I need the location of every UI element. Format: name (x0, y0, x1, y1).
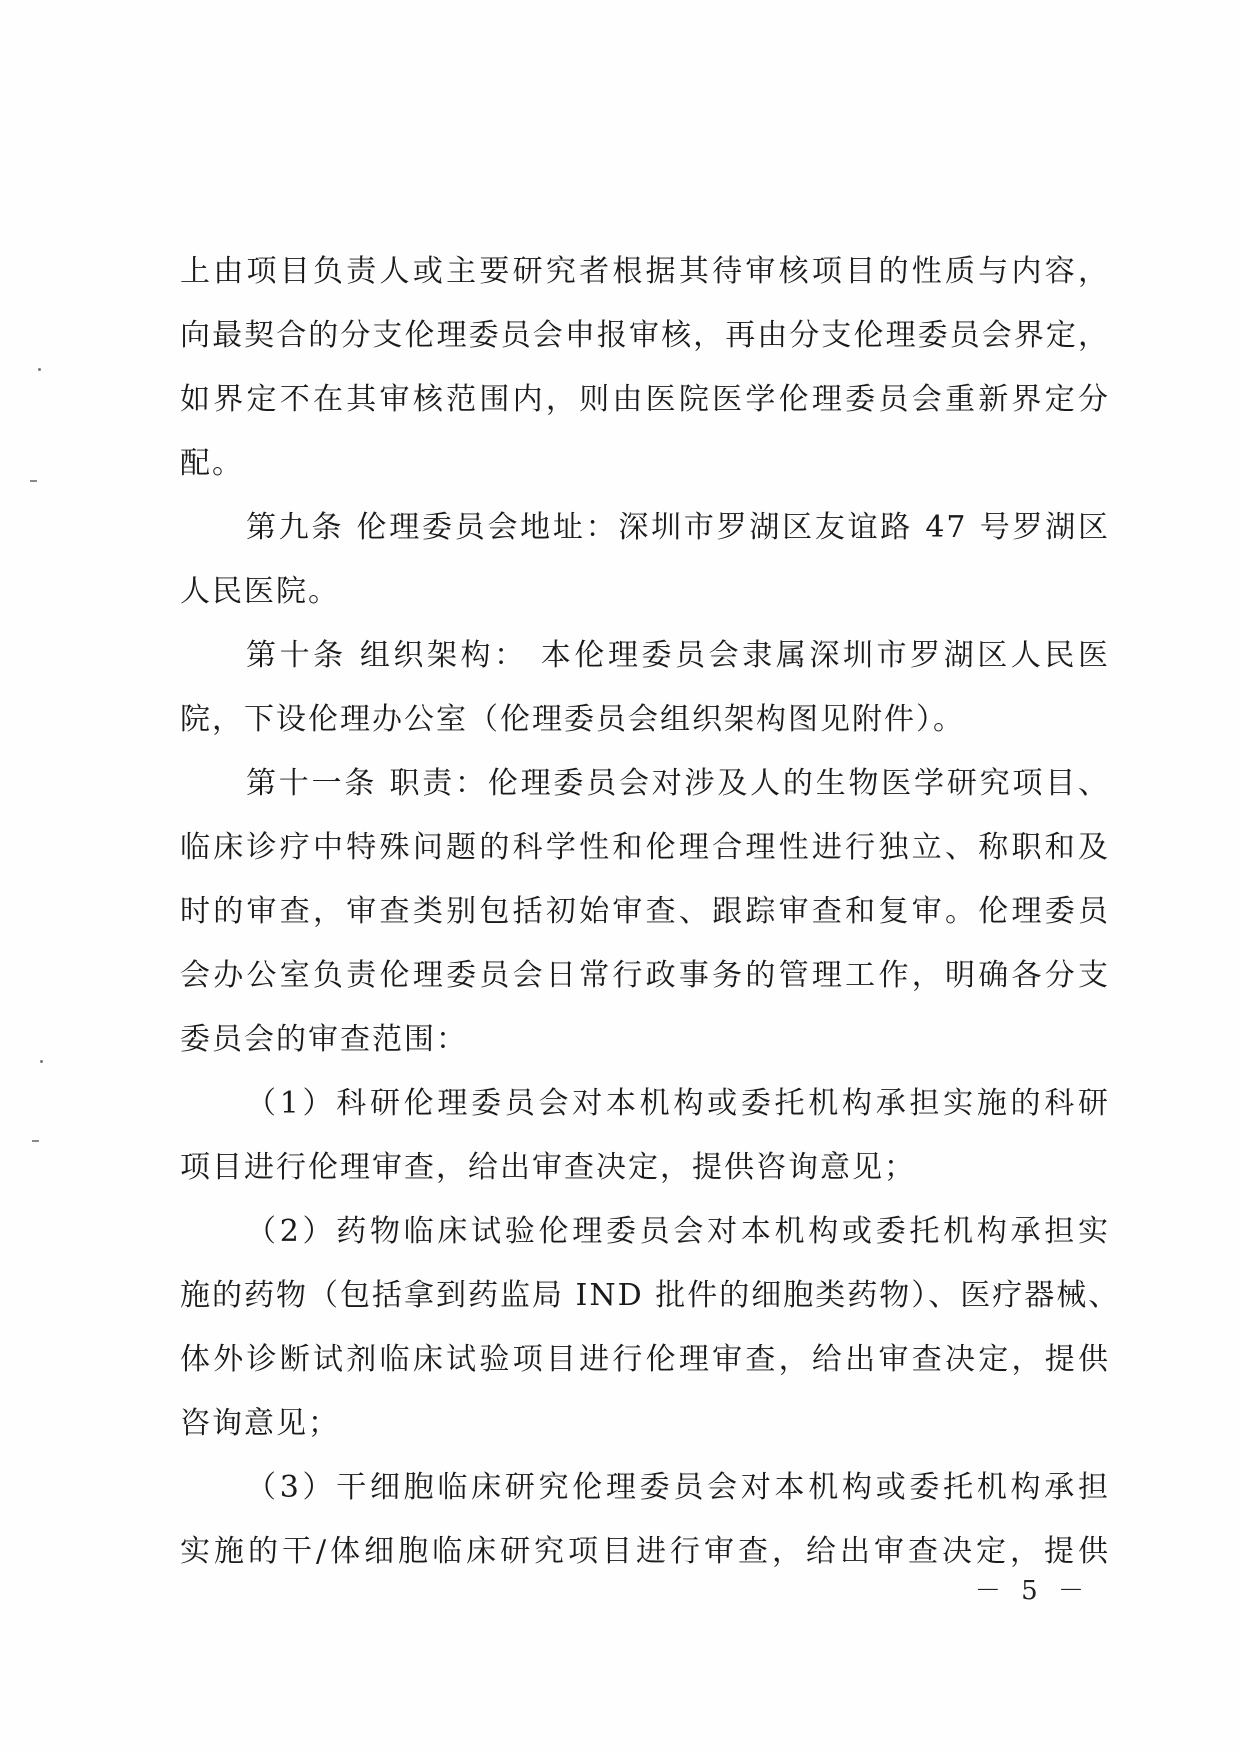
text-line: 向最契合的分支伦理委员会申报审核，再由分支伦理委员会界定， (180, 318, 1110, 353)
scan-speck (40, 1060, 43, 1063)
list-item-1-line: （1）科研伦理委员会对本机构或委托机构承担实施的科研 (246, 1086, 1110, 1121)
list-item-2-line: （2）药物临床试验伦理委员会对本机构或委托机构承担实 (246, 1214, 1110, 1249)
list-item-2-line: 体外诊断试剂临床试验项目进行伦理审查，给出审查决定，提供 (180, 1342, 1110, 1377)
text-line: 如界定不在其审核范围内，则由医院医学伦理委员会重新界定分 (180, 382, 1110, 417)
article-10-line: 第十条 组织架构： 本伦理委员会隶属深圳市罗湖区人民医 (246, 638, 1110, 673)
binding-mark (30, 480, 37, 482)
list-item-1-line: 项目进行伦理审查，给出审查决定，提供咨询意见； (180, 1150, 916, 1185)
article-11-line: 临床诊疗中特殊问题的科学性和伦理合理性进行独立、称职和及 (180, 830, 1110, 865)
list-item-3-line: （3）干细胞临床研究伦理委员会对本机构或委托机构承担 (246, 1470, 1110, 1505)
list-item-2-line: 咨询意见； (180, 1406, 340, 1441)
page-number: － 5 － (974, 1576, 1090, 1606)
article-10-line: 院，下设伦理办公室（伦理委员会组织架构图见附件）。 (180, 702, 965, 737)
scan-speck (38, 368, 41, 371)
article-11-line: 会办公室负责伦理委员会日常行政事务的管理工作，明确各分支 (180, 958, 1110, 993)
list-item-2-line: 施的药物（包括拿到药监局 IND 批件的细胞类药物）、医疗器械、 (180, 1278, 1121, 1313)
article-11-line: 委员会的审查范围： (180, 1022, 468, 1057)
article-11-line: 第十一条 职责：伦理委员会对涉及人的生物医学研究项目、 (246, 766, 1110, 801)
binding-mark (32, 1140, 39, 1142)
text-line: 配。 (180, 446, 244, 481)
text-line: 上由项目负责人或主要研究者根据其待审核项目的性质与内容， (180, 254, 1110, 289)
article-9-line: 人民医院。 (180, 574, 340, 609)
list-item-3-line: 实施的干/体细胞临床研究项目进行审查，给出审查决定，提供 (180, 1534, 1110, 1569)
body-text (180, 240, 1121, 1584)
article-11-line: 时的审查，审查类别包括初始审查、跟踪审查和复审。伦理委员 (180, 894, 1110, 929)
article-9-line: 第九条 伦理委员会地址：深圳市罗湖区友谊路 47 号罗湖区 (246, 510, 1110, 545)
